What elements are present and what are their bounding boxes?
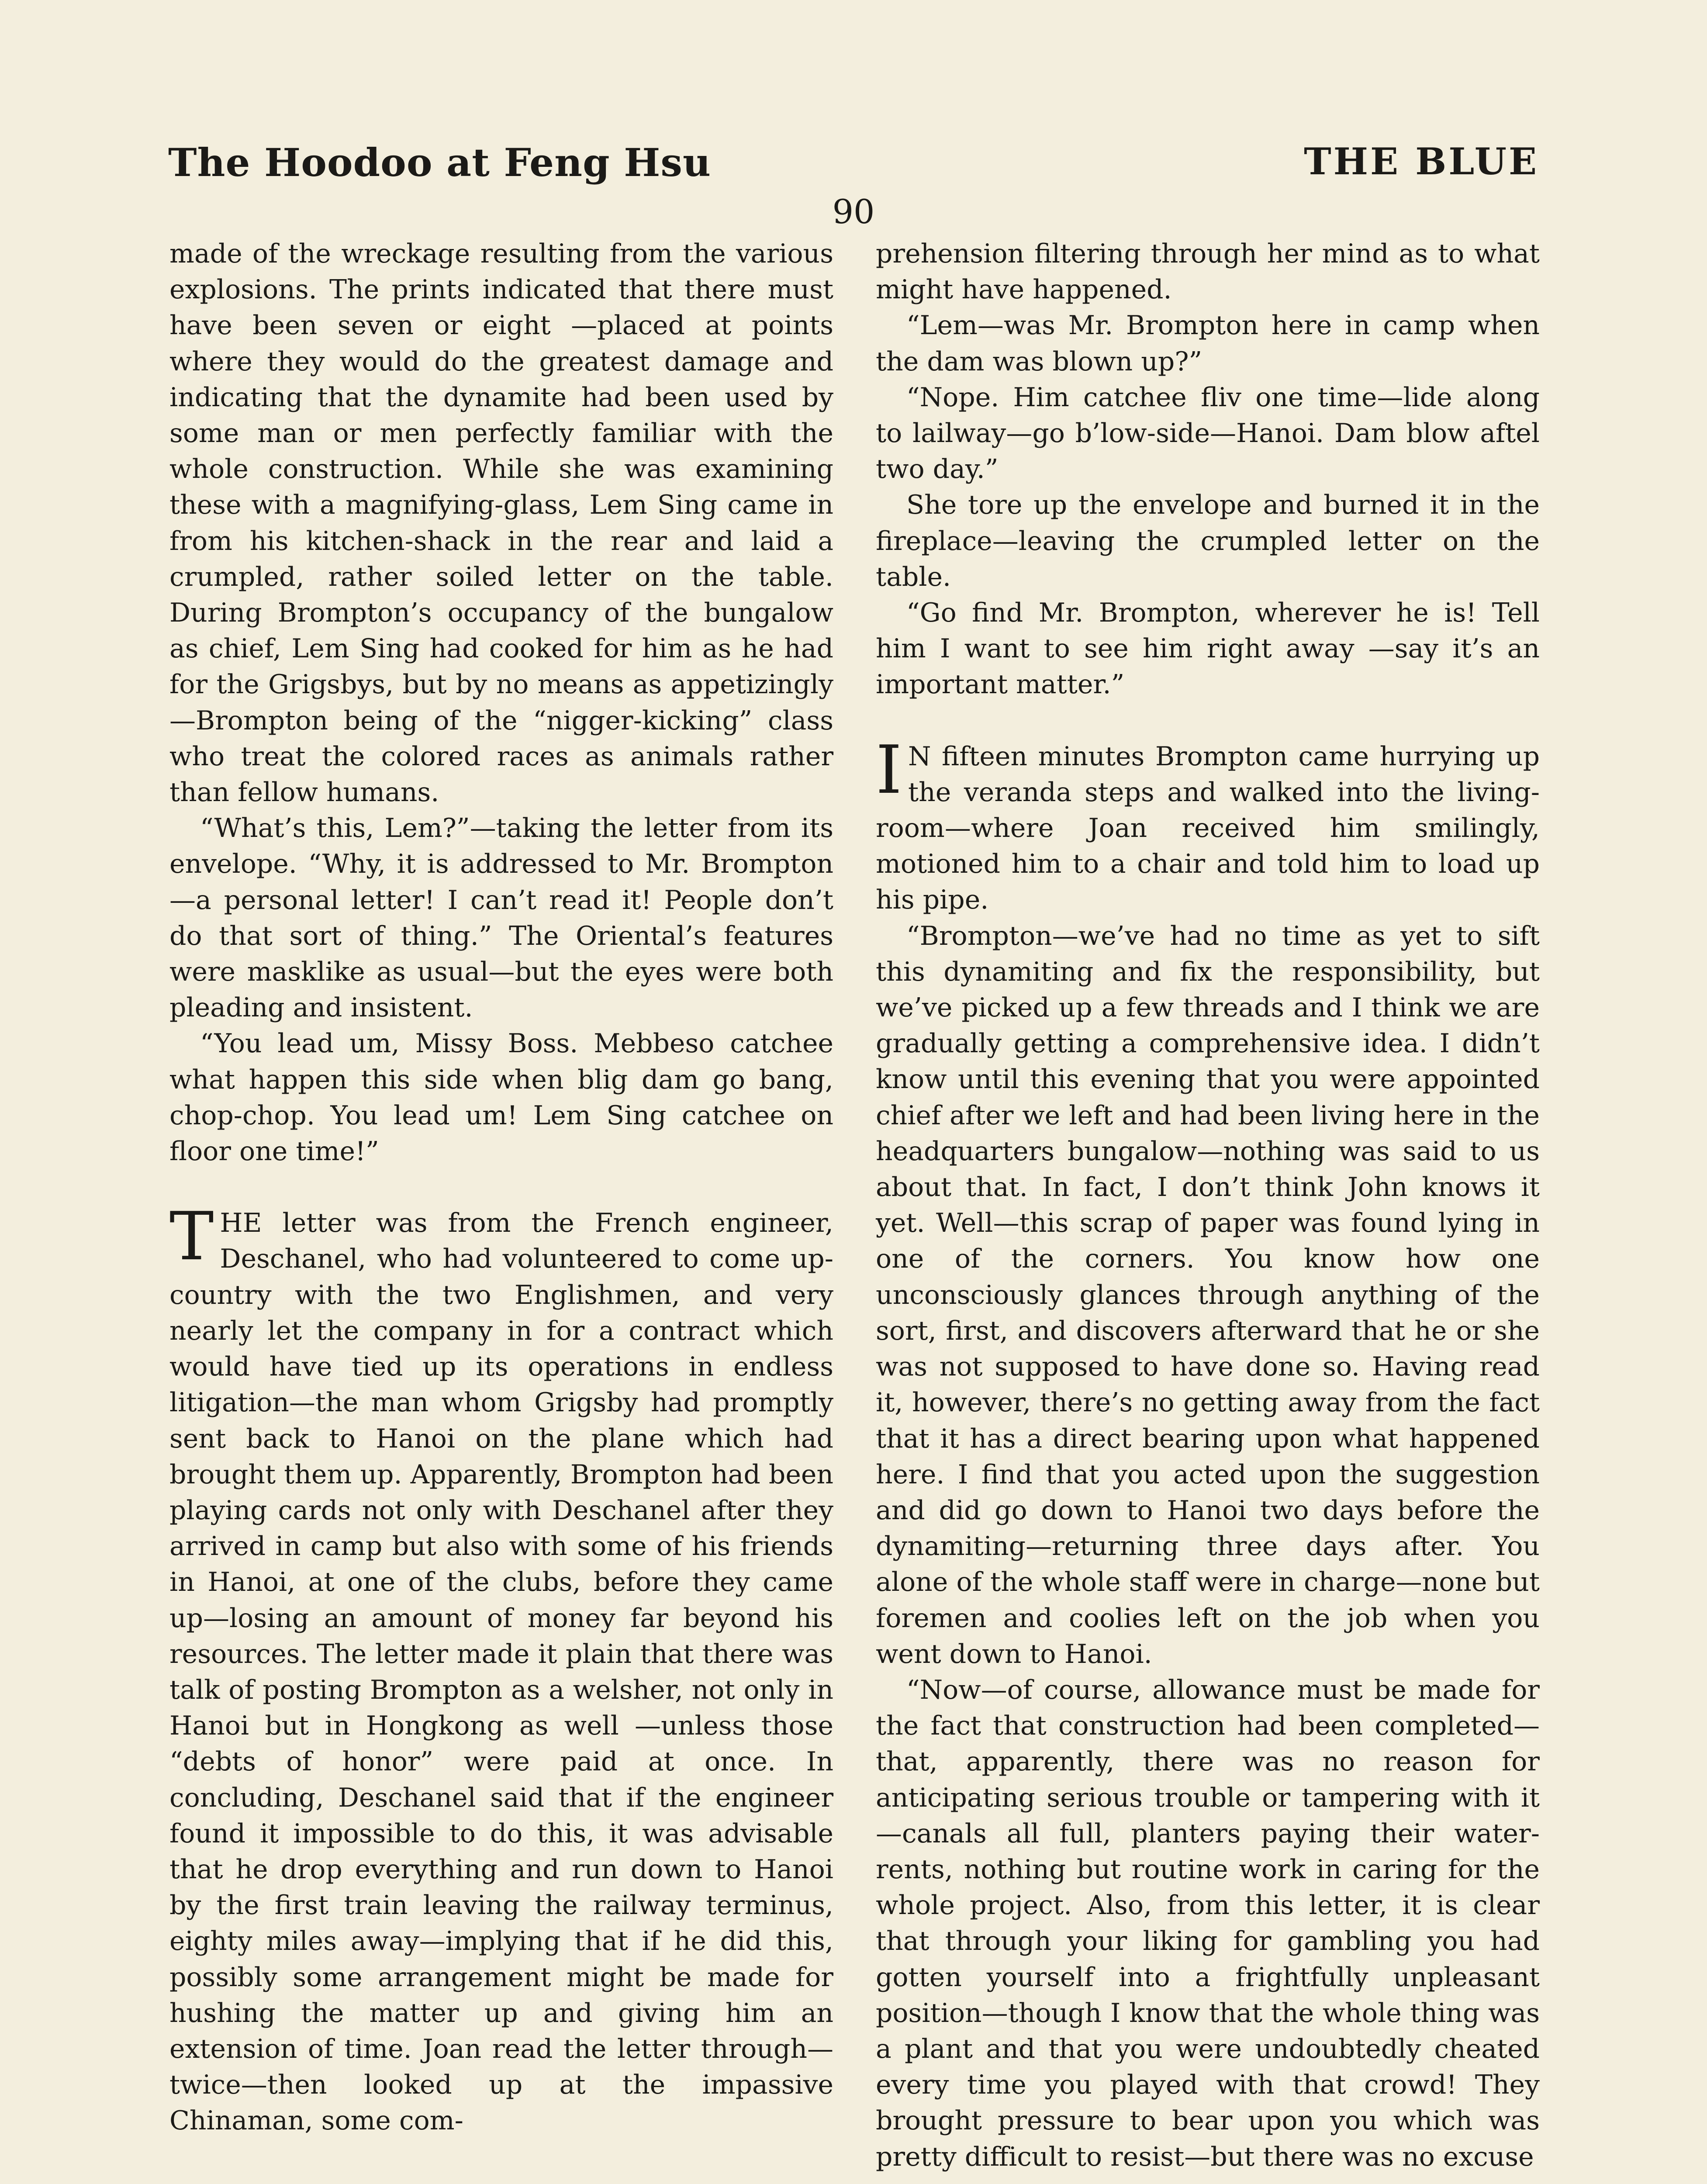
right-column [876,236,1540,2175]
paragraph: “Brompton—we’ve had no time as yet to sift this dynamiting and fix the responsibility, but we’ve picked up a few threads and I think we are gradually getting a comprehensive idea. I didn’t know until this evening that you were appointed chief after we left and had been living here in the headquarters bungalow—nothing was said to us about that. In fact, I don’t think John knows it yet. Well—this scrap of paper was found lying in one of the corners. You know how one unconsciously glances through anything of the sort, first, and discovers afterward that he or she was not supposed to have done so. Having read it, however, there’s no getting away from the fact that it has a direct bearing upon what happened here. I find that you acted upon the suggestion and did go down to Hanoi two days before the dynamiting—returning three days after. You alone of the whole staff were in charge—none but foremen and coolies left on the job when you went down to Hanoi. [876,920,1540,1669]
paragraph-text: N fifteen minutes Brompton came hurrying up the veranda steps and walked into the living-room—where Joan received him smilingly, motioned him to a chair and told him to load up his pipe. [876,741,1540,916]
paragraph: “What’s this, Lem?”—taking the letter from its envelope. “Why, it is addressed to Mr. Brompton—a personal letter! I can’t read it! People don’t do that sort of thing.” The Oriental’s features were masklike as usual—but the eyes were both pleading and insistent. [169,813,833,1023]
paragraph: “Nope. Him catchee fliv one time—lide along to lailway—go b’low-side—Hanoi. Dam blow aftel two day.” [876,382,1540,485]
story-title: The Hoodoo at Feng Hsu [168,140,711,185]
paragraph: made of the wreckage resulting from the various explosions. The prints indicated that there must have been seven or eight —placed at points where they would do the greatest damage and indicating that the dynamite had been used by some man or men perfectly familiar with the whole construction. While she was examining these with a magnifying-glass, Lem Sing came in from his kitchen-shack in the rear and laid a crumpled, rather soiled letter on the table. During Brompton’s occupancy of the bungalow as chief, Lem Sing had cooked for him as he had for the Grigsbys, but by no means as appetizingly —Brompton being of the “nigger-kicking” class who treat the colored races as animals rather than fellow humans. [169,238,833,808]
paragraph: “Now—of course, allowance must be made for the fact that construction had been completed—that, apparently, there was no reason for anticipating serious trouble or tampering with it—canals all full, planters paying their water-rents, nothing but routine work in caring for the whole project. Also, from this letter, it is clear that through your liking for gambling you had gotten yourself into a frightfully unpleasant position—though I know that the whole thing was a plant and that you were undoubtedly cheated every time you played with that crowd! They brought pressure to bear upon you which was pretty difficult to resist—but there was no excuse [876,1674,1540,2172]
paragraph: “You lead um, Missy Boss. Mebbeso catchee what happen this side when blig dam go bang, chop-chop. You lead um! Lem Sing catchee on floor one time!” [169,1028,833,1167]
paragraph: “Lem—was Mr. Brompton here in camp when the dam was blown up?” [876,310,1540,377]
drop-cap: I [876,731,902,809]
left-column [169,236,833,2139]
magazine-name: THE BLUE [1304,140,1539,183]
paragraph: prehension filtering through her mind as to what might have happened. [876,238,1540,305]
paragraph-text: HE letter was from the French engineer, Deschanel, who had volunteered to come up-country with the two Englishmen, and very nearly let the company in for a contract which would have tied up its operations in endless litigation—the man whom Grigsby had promptly sent back to Hanoi on the plane which had brought them up. Apparently, Brompton had been playing cards not only with Deschanel after they arrived in camp but also with some of his friends in Hanoi, at one of the clubs, before they came up—losing an amount of money far beyond his resources. The letter made it plain that there was talk of posting Brompton as a welsher, not only in Hanoi but in Hongkong as well —unless those “debts of honor” were paid at once. In concluding, Deschanel said that if the engineer found it impossible to do this, it was advisable that he drop everything and run down to Hanoi by the first train leaving the railway terminus, eighty miles away—implying that if he did this, possibly some arrangement might be made for hushing the matter up and giving him an extension of time. Joan read the letter through—twice—then looked up at the impassive Chinaman, some com- [169,1208,833,2136]
section-paragraph [169,1198,833,2139]
page-number: 90 [832,192,875,231]
paragraph: She tore up the envelope and burned it in the fireplace—leaving the crumpled letter on the table. [876,490,1540,592]
section-paragraph [876,731,1540,918]
paragraph: “Go find Mr. Brompton, wherever he is! Tell him I want to see him right away —say it’s an important matter.” [876,598,1540,700]
drop-cap: T [169,1198,214,1275]
